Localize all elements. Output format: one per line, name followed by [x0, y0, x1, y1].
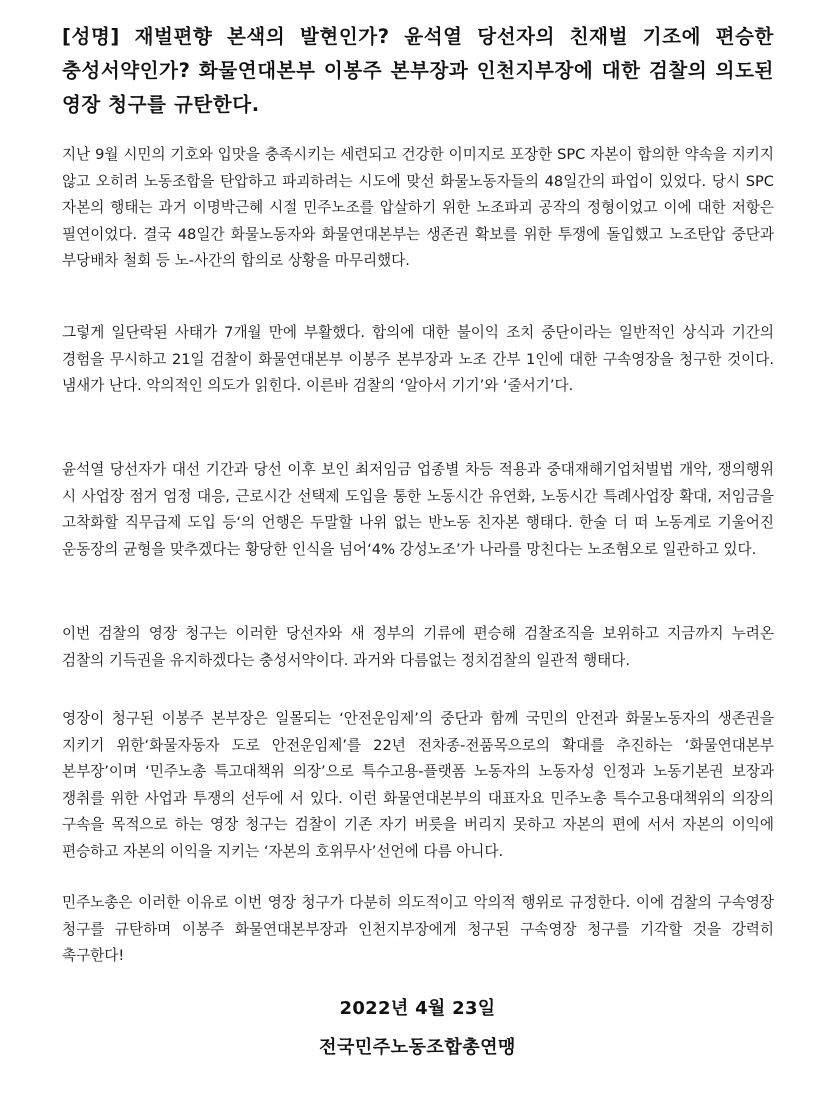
paragraph-1: 지난 9월 시민의 기호와 입맛을 충족시키는 세련되고 건강한 이미지로 포장한 SPC 자본이 합의한 약속을 지키지 않고 오히려 노동조합을 탄압하고 파괴하려는 시도에 맞선 화물노동자들의 48일간의 파업이 있었다. 당시 SPC 자본의 행태는 과거 이명박근혜 시절 민주노조를 압살하기 위한 노조파괴 공작의 정형이었고 이에 대한 저항은 필연이었다. 결국 48일간 화물노동자와 화물연대본부는 생존권 확보를 위한 투쟁에 돌입했고 노조탄압 중단과 부당배차 철회 등 노-사간의 합의로 상황을 마무리했다.	[62, 146, 774, 269]
paragraph-2: 그렇게 일단락된 사태가 7개월 만에 부활했다. 합의에 대한 불이익 조치 중단이라는 일반적인 상식과 기간의 경험을 무시하고 21일 검찰이 화물연대본부 이봉주 본부장과 노조 간부 1인에 대한 구속영장을 청구한 것이다. 냄새가 난다. 악의적인 의도가 읽힌다. 이른바 검찰의 ‘알아서 기기’와 ‘줄서기’다.	[62, 324, 774, 394]
paragraph-5: 영장이 청구된 이봉주 본부장은 일몰되는 ‘안전운임제’의 중단과 함께 국민의 안전과 화물노동자의 생존권을 지키기 위한‘화물자동자 도로 안전운임제’를 22년 전차종-전품목으로의 확대를 추진하는 ‘화물연대본부 본부장’이며 ‘민주노총 특고대책위 의장’으로 특수고용-플랫폼 노동자의 노동자성 인정과 노동기본권 보장과 쟁취를 위한 사업과 투쟁의 선두에 서 있다. 이런 화물연대본부의 대표자요 민주노총 특수고용대책위의 의장의 구속을 목적으로 하는 영장 청구는 검찰이 기존 자기 버릇을 버리지 못하고 자본의 편에 서서 자본의 이익에 편승하고 자본의 이익을 지키는 ‘자본의 호위무사’선언에 다름 아니다.	[62, 710, 774, 860]
statement-date: 2022년 4월 23일	[339, 998, 496, 1019]
paragraph-4: 이번 검찰의 영장 청구는 이러한 당선자와 새 정부의 기류에 편승해 검찰조직을 보위하고 지금까지 누려온 검찰의 기득권을 유지하겠다는 충성서약이다. 과거와 다름없는 정치검찰의 일관적 행태다.	[62, 625, 774, 669]
issuing-organization: 전국민주노동조합총연맹	[319, 1037, 516, 1058]
statement-title: [성명] 재벌편향 본색의 발현인가? 윤석열 당선자의 친재벌 기조에 편승한 충성서약인가? 화물연대본부 이봉주 본부장과 인천지부장에 대한 검찰의 의도된 영장 청구를 규탄한다.	[62, 25, 774, 116]
paragraph-6: 민주노총은 이러한 이유로 이번 영장 청구가 다분히 의도적이고 악의적 행위로 규정한다. 이에 검찰의 구속영장 청구를 규탄하며 이봉주 화물연대본부장과 인천지부장에게 청구된 구속영장 청구를 기각할 것을 강력히 촉구한다!	[62, 894, 774, 964]
paragraph-3: 윤석열 당선자가 대선 기간과 당선 이후 보인 최저임금 업종별 차등 적용과 중대재해기업처벌법 개악, 쟁의행위 시 사업장 점거 엄정 대응, 근로시간 선택제 도입을 통한 노동시간 유연화, 노동시간 특례사업장 확대, 저임금을 고착화할 직무급제 도입 등‘의 언행은 두말할 나위 없는 반노동 친자본 행태다. 한술 더 떠 노동계로 기울어진 운동장의 균형을 맞추겠다는 황당한 인식을 넘어‘4% 강성노조’가 나라를 망친다는 노조혐오로 일관하고 있다.	[62, 461, 774, 558]
